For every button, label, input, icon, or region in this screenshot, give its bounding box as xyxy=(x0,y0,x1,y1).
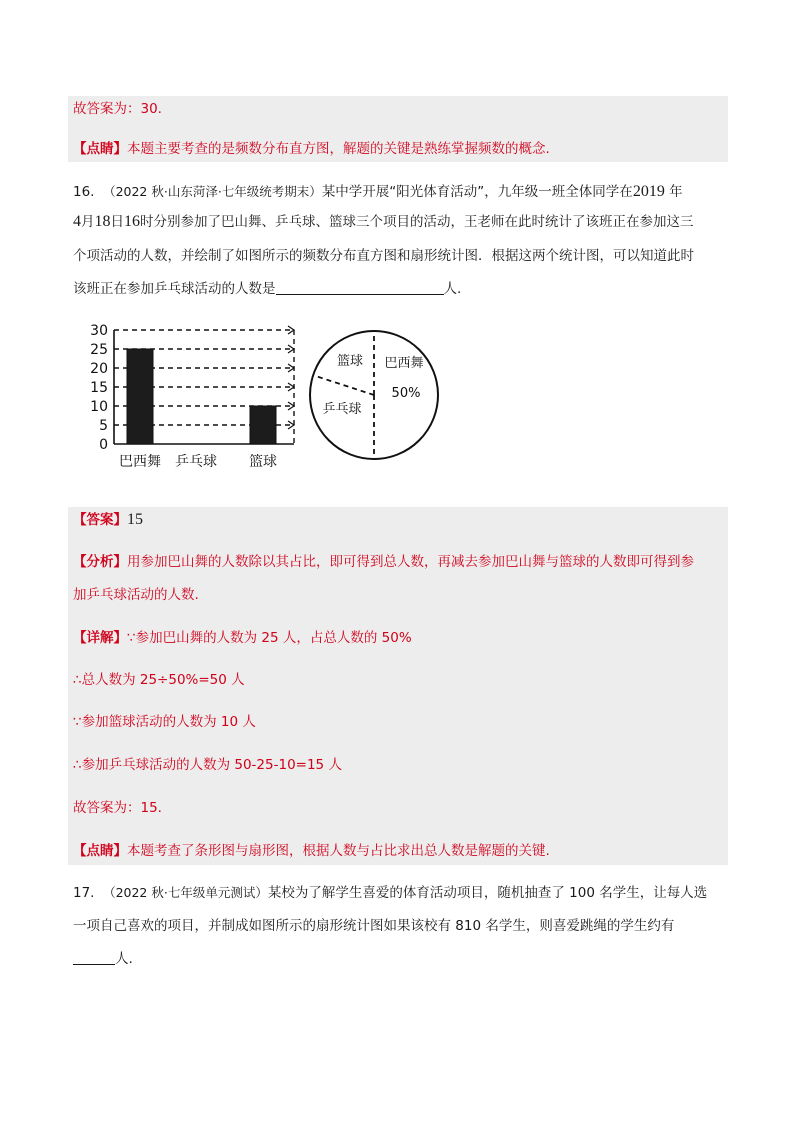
pie-slice-label: 乒乓球 xyxy=(322,402,362,417)
year-unit: 年 xyxy=(669,184,683,200)
unit-text: 人. xyxy=(115,951,133,967)
analysis-line-2: 加乒乓球活动的人数. xyxy=(73,587,199,603)
comment-tag: 【点睛】 xyxy=(73,843,127,859)
y-tick-label: 10 xyxy=(90,399,108,415)
bar xyxy=(250,406,276,444)
question-16-line-2 xyxy=(73,212,694,232)
question-number: 17. xyxy=(73,885,95,901)
answer-value: 15 xyxy=(127,511,143,528)
comment-line xyxy=(73,841,550,861)
answer-tag: 【答案】 xyxy=(73,512,127,528)
comment-text: 本题考查了条形图与扇形图，根据人数与占比求出总人数是解题的关键. xyxy=(127,843,550,859)
question-text: 某校为了解学生喜爱的体育活动项目，随机抽查了 100 名学生，让每人选 xyxy=(267,885,708,901)
day-value: 18 xyxy=(94,213,111,230)
final-answer: 故答案为：15. xyxy=(73,800,162,816)
detail-text: ∵参加巴山舞的人数为 25 人，占总人数的 50% xyxy=(127,630,412,646)
detail-line-4: ∴参加乒乓球活动的人数为 50-25-10=15 人 xyxy=(73,757,342,773)
y-tick-label: 25 xyxy=(90,342,108,358)
previous-final-answer: 故答案为：30. xyxy=(73,101,162,117)
x-tick-label: 篮球 xyxy=(249,454,277,470)
hour-value: 16 xyxy=(124,213,140,230)
question-number: 16. xyxy=(73,184,95,200)
answer-blank[interactable] xyxy=(276,279,444,295)
question-text: 某中学开展“阳光体育活动”，九年级一班全体同学在 xyxy=(321,184,633,200)
question-17-line-2: 一项自己喜欢的项目，并制成如图所示的扇形统计图如果该校有 810 名学生，则喜爱跳绳的学生约有 xyxy=(73,918,675,934)
y-tick-label: 20 xyxy=(90,361,108,377)
answer-blank[interactable] xyxy=(73,949,115,965)
previous-comment xyxy=(73,139,550,159)
analysis-tag: 【分析】 xyxy=(73,554,127,570)
detail-line-2: ∴总人数为 25÷50%=50 人 xyxy=(73,672,245,688)
comment-tag: 【点睛】 xyxy=(73,141,127,157)
detail-line-1 xyxy=(73,628,412,648)
unit-text: 人. xyxy=(443,281,462,297)
pie-slice-boundary xyxy=(313,375,374,395)
bar xyxy=(127,349,153,444)
question-17-line-3 xyxy=(73,949,133,969)
y-tick-label: 0 xyxy=(99,437,108,453)
detail-tag: 【详解】 xyxy=(73,630,127,646)
comment-text: 本题主要考查的是频数分布直方图，解题的关键是熟练掌握频数的概念. xyxy=(127,141,550,157)
question-text: 该班正在参加乒乓球活动的人数是 xyxy=(73,281,276,297)
day-unit: 日 xyxy=(110,214,124,230)
question-16-line-4 xyxy=(73,279,461,299)
pie-percent-label: 50% xyxy=(391,386,421,401)
question-16-line-3: 个项活动的人数，并绘制了如图所示的频数分布直方图和扇形统计图．根据这两个统计图，可以知道此时 xyxy=(73,248,694,264)
year-value: 2019 xyxy=(632,183,665,200)
detail-line-3: ∵参加篮球活动的人数为 10 人 xyxy=(73,714,256,730)
analysis-line-1 xyxy=(73,552,694,572)
question-source: （2022 秋·七年级单元测试） xyxy=(103,885,268,900)
pie-slice-label: 篮球 xyxy=(336,354,364,369)
pie-chart xyxy=(306,315,442,471)
month-value: 4 xyxy=(73,213,81,230)
question-17-line-1 xyxy=(73,883,707,903)
question-16-line-1 xyxy=(73,182,683,202)
analysis-text: 用参加巴山舞的人数除以其占比，即可得到总人数，再减去参加巴山舞与篮球的人数即可得到参 xyxy=(127,554,694,570)
question-text: 时分别参加了巴山舞、乒乓球、篮球三个项目的活动，王老师在此时统计了该班正在参加这三 xyxy=(140,214,694,230)
y-tick-label: 30 xyxy=(90,323,108,339)
month-unit: 月 xyxy=(81,214,95,230)
answer-line xyxy=(73,510,143,530)
pie-slice-label: 巴西舞 xyxy=(384,356,424,371)
x-tick-label: 巴西舞 xyxy=(119,454,161,470)
y-tick-label: 15 xyxy=(90,380,108,396)
y-tick-label: 5 xyxy=(99,418,108,434)
x-tick-label: 乒乓球 xyxy=(175,454,217,470)
question-source: （2022 秋·山东菏泽·七年级统考期末） xyxy=(103,184,322,199)
bar-chart xyxy=(80,318,310,476)
